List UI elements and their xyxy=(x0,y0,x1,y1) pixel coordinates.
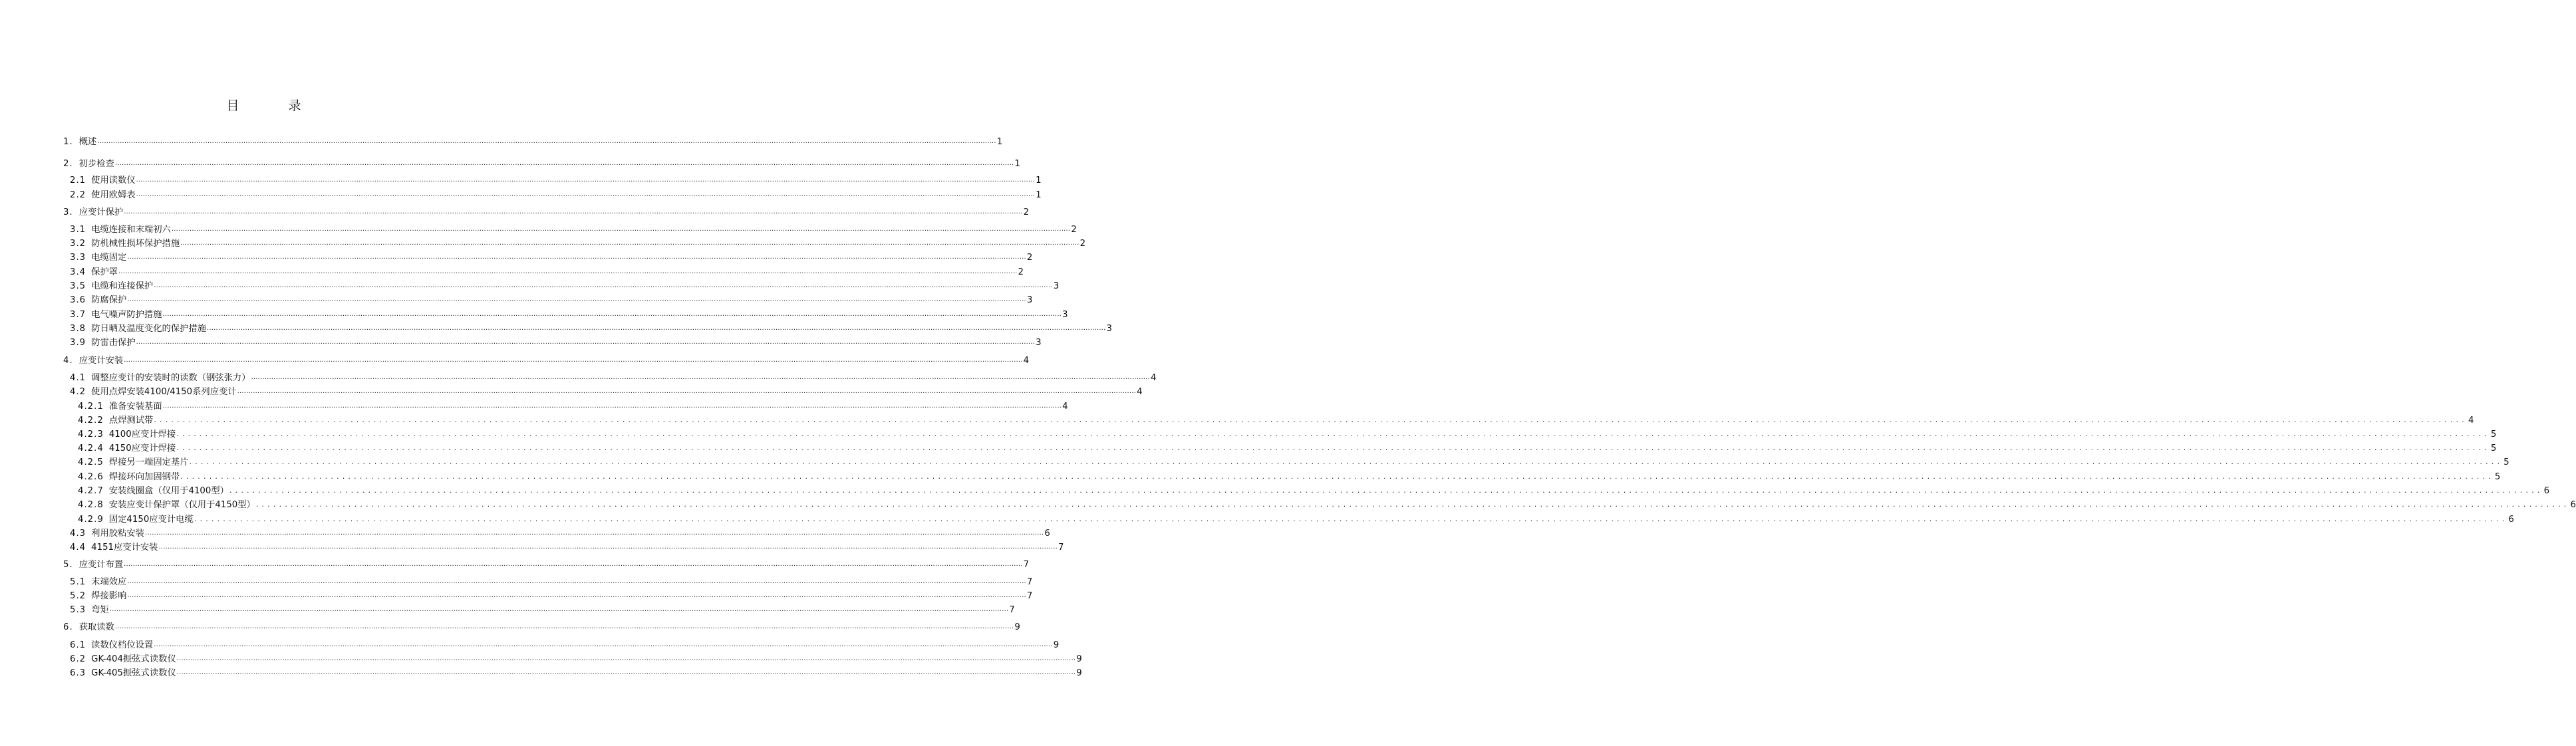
chapter-underline xyxy=(63,369,462,370)
toc-entry-number: 4. xyxy=(63,356,73,366)
toc-entry-number: 4.3 xyxy=(70,529,86,539)
toc-entry-number: 3.7 xyxy=(70,310,86,320)
toc-entry-page-number: 3 xyxy=(1026,295,1033,305)
toc-entry-label: 焊接环向加固钢带 xyxy=(108,472,180,482)
toc-entry-label: GK-405振弦式读数仪 xyxy=(91,668,176,678)
toc-entry-number: 2.1 xyxy=(70,176,86,186)
toc-entry-label: 弯矩 xyxy=(91,605,109,615)
toc-entry[interactable] xyxy=(70,280,1060,293)
toc-entry[interactable] xyxy=(78,456,2509,469)
toc-entry-page-number: 5 xyxy=(2490,443,2497,453)
toc-entry-label: 保护罩 xyxy=(91,267,118,277)
toc-entry-number: 3.6 xyxy=(70,295,86,305)
toc-entry[interactable] xyxy=(70,653,1082,666)
toc-dot-leader: ................................................................................................................................................................................................................................................................................................................................................................................................................ xyxy=(109,606,1009,613)
toc-entry-number: 4.1 xyxy=(70,373,86,383)
toc-entry[interactable] xyxy=(70,576,1033,589)
toc-entry-label: 防日晒及温度变化的保护措施 xyxy=(91,324,207,334)
toc-entry-label: 使用欧姆表 xyxy=(91,190,136,200)
toc-entry-page-number: 2 xyxy=(1026,253,1033,263)
toc-entry[interactable] xyxy=(70,237,1086,251)
toc-entry-number: 3.4 xyxy=(70,267,86,277)
toc-entry[interactable] xyxy=(78,400,1068,414)
toc-dot-leader: ................................................................................................................................................................................................................................................................................................................................................................................................................ xyxy=(144,529,1044,537)
chapter-underline xyxy=(63,573,462,574)
toc-dot-leader: ................................................................................................................................................................................................................................................................................................................................................................................................................ xyxy=(207,324,1106,332)
toc-entry-number: 4.4 xyxy=(70,543,86,553)
toc-entry[interactable] xyxy=(70,372,1157,385)
toc-entry[interactable] xyxy=(70,251,1033,265)
toc-entry-page-number: 9 xyxy=(1014,622,1020,632)
toc-entry-page-number: 5 xyxy=(2494,472,2501,482)
toc-entry[interactable] xyxy=(63,559,1030,572)
toc-entry-label: GK-404振弦式读数仪 xyxy=(91,654,176,664)
toc-entry[interactable] xyxy=(70,322,1112,336)
toc-entry-page-number: 2 xyxy=(1071,225,1077,235)
toc-entry[interactable] xyxy=(70,527,1050,541)
toc-dot-leader: ................................................................................................................................................................................................................................................................................................................................................................................................................ xyxy=(127,578,1026,585)
toc-entry[interactable] xyxy=(63,621,1020,634)
toc-entry-number: 3.9 xyxy=(70,338,86,348)
toc-entry-number: 4.2.8 xyxy=(78,500,104,510)
page-title: 目 录 xyxy=(226,98,324,113)
toc-entry[interactable] xyxy=(70,336,1042,350)
toc-entry-label: 4100应变计焊接 xyxy=(108,430,176,439)
toc-entry[interactable] xyxy=(70,604,1015,617)
toc-dot-leader: ................................................................................................................................................................................................................................................................................................................................................................................................................ xyxy=(176,669,1076,676)
toc-dot-leader: ................................................................................................................................................................................................................................................................................................................................................................................................................ xyxy=(136,176,1036,184)
toc-entry[interactable] xyxy=(70,386,1143,399)
toc-entry-label: 4150应变计焊接 xyxy=(108,443,176,453)
toc-entry-number: 3.8 xyxy=(70,324,86,334)
toc-entry-label: 初步检查 xyxy=(78,159,114,169)
toc-entry-label: 安装应变计保护罩（仅用于4150型） xyxy=(108,500,255,510)
toc-entry-page-number: 2 xyxy=(1018,267,1024,277)
chapter-underline xyxy=(63,172,462,173)
toc-dot-leader: ................................................................................................................................................................................................................................................................................................................................................................................................................ xyxy=(176,655,1076,662)
toc-dot-leader: ................................................................................................................................................................................................................................................................................................................................................................................................................ xyxy=(127,253,1026,261)
toc-entry-label: 末端效应 xyxy=(91,577,127,587)
toc-entry[interactable] xyxy=(70,266,1024,279)
toc-entry[interactable] xyxy=(78,485,2550,498)
toc-entry-page-number: 5 xyxy=(2490,430,2497,439)
toc-entry-page-number: 2 xyxy=(1023,207,1030,217)
toc-dot-leader: ................................................................................................................................................................................................................................................................................................................................................................................................................ xyxy=(176,443,2490,452)
toc-entry-label: 点焊测试带 xyxy=(108,416,154,426)
toc-entry-page-number: 1 xyxy=(1014,159,1020,169)
toc-dot-leader: ................................................................................................................................................................................................................................................................................................................................................................................................................ xyxy=(229,486,2543,495)
toc-entry-page-number: 4 xyxy=(1150,373,1157,383)
toc-entry-label: 焊接另一端固定基片 xyxy=(108,457,189,467)
toc-entry-page-number: 4 xyxy=(1023,356,1030,366)
toc-entry-page-number: 3 xyxy=(1062,310,1068,320)
toc-entry-number: 5.2 xyxy=(70,591,86,601)
toc-dot-leader: ................................................................................................................................................................................................................................................................................................................................................................................................................ xyxy=(180,472,2494,481)
toc-entry[interactable] xyxy=(70,667,1082,680)
toc-entry-number: 6. xyxy=(63,622,73,632)
toc-dot-leader: ................................................................................................................................................................................................................................................................................................................................................................................................................ xyxy=(136,338,1036,346)
toc-entry-page-number: 7 xyxy=(1026,577,1033,587)
toc-entry[interactable] xyxy=(78,428,2497,441)
toc-entry-page-number: 9 xyxy=(1053,640,1060,650)
toc-entry-label: 电缆和连接保护 xyxy=(91,281,154,291)
toc-entry-number: 3.2 xyxy=(70,239,86,249)
toc-entry-page-number: 7 xyxy=(1009,605,1015,615)
toc-entry-page-number: 3 xyxy=(1053,281,1060,291)
toc-dot-leader: ................................................................................................................................................................................................................................................................................................................................................................................................................ xyxy=(124,356,1023,364)
toc-entry-number: 1. xyxy=(63,137,73,147)
toc-dot-leader: ................................................................................................................................................................................................................................................................................................................................................................................................................ xyxy=(127,296,1026,303)
toc-entry[interactable] xyxy=(78,513,2514,527)
toc-entry-label: 电缆固定 xyxy=(91,253,127,263)
toc-entry-label: 防腐保护 xyxy=(91,295,127,305)
toc-entry-number: 3.3 xyxy=(70,253,86,263)
toc-entry-page-number: 7 xyxy=(1058,543,1064,553)
toc-entry-page-number: 3 xyxy=(1036,338,1042,348)
toc-entry-label: 防机械性损坏保护措施 xyxy=(91,239,180,249)
toc-entry-page-number: 6 xyxy=(2508,515,2514,525)
toc-entry-page-number: 1 xyxy=(1036,190,1042,200)
toc-dot-leader: ................................................................................................................................................................................................................................................................................................................................................................................................................ xyxy=(189,457,2504,466)
toc-dot-leader: ................................................................................................................................................................................................................................................................................................................................................................................................................ xyxy=(171,225,1071,233)
toc-entry-page-number: 6 xyxy=(1044,529,1050,539)
toc-entry-label: 获取读数 xyxy=(78,622,114,632)
toc-dot-leader: ................................................................................................................................................................................................................................................................................................................................................................................................................ xyxy=(114,623,1014,630)
toc-entry-page-number: 7 xyxy=(1023,560,1030,570)
toc-entry-number: 3. xyxy=(63,207,73,217)
toc-entry[interactable] xyxy=(63,206,1030,219)
toc-entry[interactable] xyxy=(70,590,1033,603)
toc-dot-leader: ................................................................................................................................................................................................................................................................................................................................................................................................................ xyxy=(124,208,1023,215)
toc-dot-leader: ................................................................................................................................................................................................................................................................................................................................................................................................................ xyxy=(194,515,2508,523)
toc-dot-leader: ................................................................................................................................................................................................................................................................................................................................................................................................................ xyxy=(251,374,1150,381)
toc-entry[interactable] xyxy=(63,354,1030,368)
toc-entry[interactable] xyxy=(70,189,1042,202)
toc-entry-page-number: 4 xyxy=(1137,387,1143,397)
toc-entry-number: 4.2.5 xyxy=(78,457,104,467)
toc-dot-leader: ................................................................................................................................................................................................................................................................................................................................................................................................................ xyxy=(162,311,1062,318)
toc-dot-leader: ................................................................................................................................................................................................................................................................................................................................................................................................................ xyxy=(136,191,1036,198)
toc-dot-leader: ................................................................................................................................................................................................................................................................................................................................................................................................................ xyxy=(154,416,2468,424)
toc-entry-label: 应变计安装 xyxy=(78,356,124,366)
toc-entry-number: 4.2.6 xyxy=(78,472,104,482)
toc-dot-leader: ................................................................................................................................................................................................................................................................................................................................................................................................................ xyxy=(118,268,1018,275)
toc-entry-page-number: 9 xyxy=(1076,668,1082,678)
toc-entry-page-number: 3 xyxy=(1106,324,1112,334)
toc-dot-leader: ................................................................................................................................................................................................................................................................................................................................................................................................................ xyxy=(176,430,2490,438)
toc-dot-leader: ................................................................................................................................................................................................................................................................................................................................................................................................................ xyxy=(124,560,1023,568)
toc-entry-number: 4.2.7 xyxy=(78,486,104,496)
toc-entry-number: 4.2.9 xyxy=(78,515,104,525)
toc-entry[interactable] xyxy=(63,136,1003,149)
toc-entry-label: 应变计保护 xyxy=(78,207,124,217)
toc-entry-number: 5. xyxy=(63,560,73,570)
toc-entry-label: 电气噪声防护措施 xyxy=(91,310,162,320)
toc-entry-number: 4.2.1 xyxy=(78,402,104,412)
toc-entry-label: 防雷击保护 xyxy=(91,338,136,348)
toc-entry[interactable] xyxy=(70,223,1077,237)
toc-entry-page-number: 4 xyxy=(1062,402,1068,412)
toc-entry-number: 5.1 xyxy=(70,577,86,587)
toc-dot-leader: ................................................................................................................................................................................................................................................................................................................................................................................................................ xyxy=(114,160,1014,167)
toc-entry-label: 4151应变计安装 xyxy=(91,543,158,553)
toc-entry-page-number: 7 xyxy=(1026,591,1033,601)
toc-entry[interactable] xyxy=(63,158,1020,171)
toc-entry-label: 读数仪档位设置 xyxy=(91,640,154,650)
toc-entry-page-number: 9 xyxy=(1076,654,1082,664)
toc-entry-label: 电缆连接和末端初六 xyxy=(91,225,171,235)
toc-dot-leader: ................................................................................................................................................................................................................................................................................................................................................................................................................ xyxy=(154,282,1053,289)
toc-entry-number: 3.5 xyxy=(70,281,86,291)
toc-entry-label: 使用点焊安装4100/4150系列应变计 xyxy=(91,387,237,397)
toc-entry-page-number: 1 xyxy=(996,137,1003,147)
toc-entry[interactable] xyxy=(70,294,1033,307)
toc-dot-leader: ................................................................................................................................................................................................................................................................................................................................................................................................................ xyxy=(127,592,1026,599)
toc-entry[interactable] xyxy=(70,174,1042,187)
toc-entry-label: 固定4150应变计电缆 xyxy=(108,515,194,525)
toc-dot-leader: ................................................................................................................................................................................................................................................................................................................................................................................................................ xyxy=(97,138,996,145)
toc-dot-leader: ................................................................................................................................................................................................................................................................................................................................................................................................................ xyxy=(154,641,1053,648)
toc-entry[interactable] xyxy=(78,471,2501,484)
toc-entry-page-number: 1 xyxy=(1036,176,1042,186)
toc-entry-number: 6.1 xyxy=(70,640,86,650)
toc-entry-label: 应变计布置 xyxy=(78,560,124,570)
toc-entry-page-number: 6 xyxy=(2570,500,2576,510)
toc-entry[interactable] xyxy=(70,639,1060,652)
toc-entry-label: 焊接影响 xyxy=(91,591,127,601)
toc-dot-leader: ................................................................................................................................................................................................................................................................................................................................................................................................................ xyxy=(162,402,1062,410)
toc-entry[interactable] xyxy=(70,309,1068,322)
toc-entry[interactable] xyxy=(78,442,2497,455)
chapter-underline xyxy=(63,150,462,151)
toc-entry-number: 6.3 xyxy=(70,668,86,678)
toc-entry-number: 3.1 xyxy=(70,225,86,235)
toc-entry-label: 安装线圈盒（仅用于4100型） xyxy=(108,486,229,496)
toc-entry-number: 6.2 xyxy=(70,654,86,664)
toc-entry-number: 4.2.3 xyxy=(78,430,104,439)
toc-dot-leader: ................................................................................................................................................................................................................................................................................................................................................................................................................ xyxy=(180,239,1079,247)
toc-dot-leader: ................................................................................................................................................................................................................................................................................................................................................................................................................ xyxy=(158,543,1058,551)
toc-entry-label: 概述 xyxy=(78,137,97,147)
toc-entry-page-number: 2 xyxy=(1079,239,1086,249)
toc-entry[interactable] xyxy=(70,541,1064,555)
toc-dot-leader: ................................................................................................................................................................................................................................................................................................................................................................................................................ xyxy=(237,388,1137,395)
toc-entry[interactable] xyxy=(78,499,2576,512)
toc-entry-number: 2. xyxy=(63,159,73,169)
toc-entry-page-number: 4 xyxy=(2468,416,2474,426)
toc-entry-page-number: 6 xyxy=(2543,486,2550,496)
toc-entry-label: 利用胶粘安装 xyxy=(91,529,144,539)
toc-entry-number: 4.2 xyxy=(70,387,86,397)
toc-entry-number: 5.3 xyxy=(70,605,86,615)
toc-entry-label: 准备安装基面 xyxy=(108,402,162,412)
toc-entry-number: 4.2.4 xyxy=(78,443,104,453)
toc-entry-number: 4.2.2 xyxy=(78,416,104,426)
toc-entry-number: 2.2 xyxy=(70,190,86,200)
toc-entry-page-number: 5 xyxy=(2504,457,2509,467)
toc-entry-label: 调整应变计的安装时的读数（钢弦张力） xyxy=(91,373,251,383)
toc-dot-leader: ................................................................................................................................................................................................................................................................................................................................................................................................................ xyxy=(255,500,2570,509)
toc-entry[interactable] xyxy=(78,414,2474,428)
toc-entry-label: 使用读数仪 xyxy=(91,176,136,186)
